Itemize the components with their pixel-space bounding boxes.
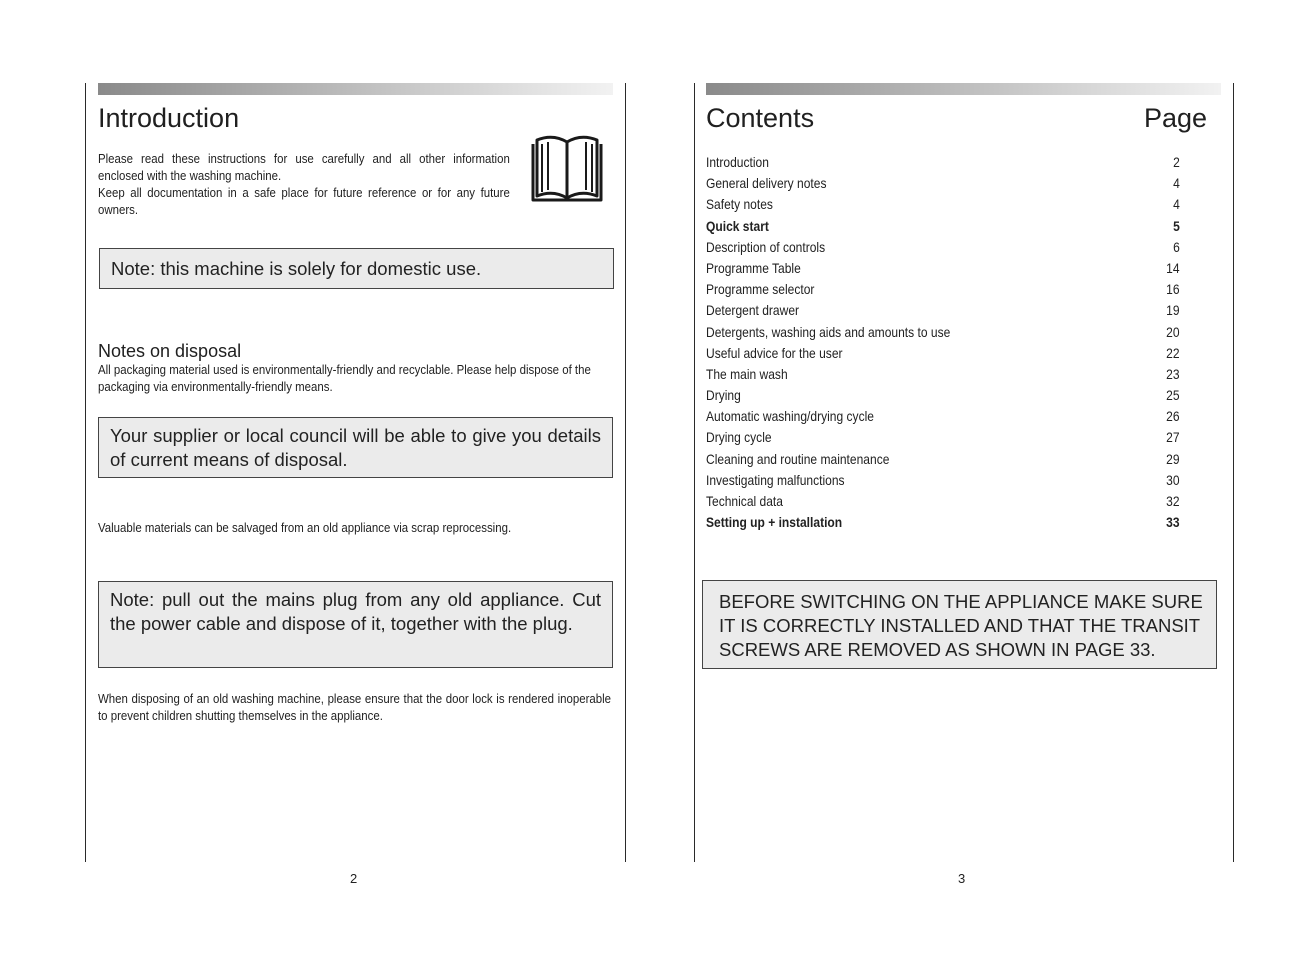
toc-entry-title: Automatic washing/drying cycle xyxy=(706,408,874,425)
installation-warning-box xyxy=(702,580,1217,669)
left-page-left-border xyxy=(85,83,86,862)
right-header-gradient-bar xyxy=(706,83,1221,95)
toc-entry-page: 16 xyxy=(1166,281,1180,298)
toc-entry-title: Investigating malfunctions xyxy=(706,471,845,488)
valuable-materials-text: Valuable materials can be salvaged from an old appliance via scrap reprocessing. xyxy=(98,520,512,535)
right-page-left-border xyxy=(694,83,695,862)
page-number-left: 2 xyxy=(350,871,358,886)
toc-row xyxy=(706,385,1186,406)
toc-entry-title: The main wash xyxy=(706,365,788,382)
note-supplier-text: Your supplier or local council will be able to give you details of current means of disposal. xyxy=(110,425,601,470)
toc-entry-title: Drying xyxy=(706,387,741,404)
toc-row xyxy=(706,449,1186,470)
toc-entry-title: Programme Table xyxy=(706,259,801,276)
toc-entry-title: Detergent drawer xyxy=(706,302,800,319)
toc-entry-page: 14 xyxy=(1166,259,1180,276)
warning-line-2: IT IS CORRECTLY INSTALLED AND THAT THE TRANSIT xyxy=(719,615,1201,636)
toc-row xyxy=(706,322,1186,343)
toc-entry-title: Useful advice for the user xyxy=(706,344,843,361)
warning-line-1: BEFORE SWITCHING ON THE APPLIANCE MAKE SURE xyxy=(719,591,1203,612)
toc-row xyxy=(706,300,1186,321)
toc-entry-title: Technical data xyxy=(706,493,783,509)
toc-entry-page: 33 xyxy=(1166,514,1180,531)
toc-entry-title: Description of controls xyxy=(706,238,826,255)
page-number-right: 3 xyxy=(958,871,966,886)
toc-row xyxy=(706,152,1186,173)
toc-entry-page: 22 xyxy=(1166,344,1180,361)
toc-row xyxy=(706,216,1186,237)
toc-entry-title: Setting up + installation xyxy=(706,514,843,531)
toc-row xyxy=(706,173,1186,194)
toc-entry-title: Introduction xyxy=(706,154,769,170)
toc-row xyxy=(706,194,1186,215)
toc-entry-title: Programme selector xyxy=(706,281,815,298)
toc-row xyxy=(706,279,1186,300)
toc-entry-page: 20 xyxy=(1166,323,1180,340)
note-mains-plug xyxy=(98,581,613,668)
toc-row xyxy=(706,343,1186,364)
page-column-heading: Page xyxy=(1143,103,1207,133)
toc-entry-page: 25 xyxy=(1166,387,1180,404)
intro-text xyxy=(98,150,510,218)
toc-entry-page: 29 xyxy=(1166,450,1180,467)
toc-row xyxy=(706,237,1186,258)
toc-entry-page: 19 xyxy=(1166,302,1180,319)
toc-entry-title: Cleaning and routine maintenance xyxy=(706,450,890,467)
toc-entry-page: 23 xyxy=(1166,365,1180,382)
toc-entry-title: Drying cycle xyxy=(706,429,772,446)
note-mains-plug-text: Note: pull out the mains plug from any old appliance. Cut the power cable and dispose of it, together with the plug. xyxy=(110,589,601,634)
toc-row xyxy=(706,491,1186,512)
toc-row xyxy=(706,512,1186,533)
page-title-contents: Contents xyxy=(706,103,815,133)
toc-row xyxy=(706,364,1186,385)
intro-paragraph-1: Please read these instructions for use carefully and all other information enclosed with the washing machine. xyxy=(98,151,510,183)
toc-entry-title: Quick start xyxy=(706,217,769,234)
toc-entry-page: 32 xyxy=(1166,493,1180,509)
intro-paragraph-2: Keep all documentation in a safe place for future reference or for any future owners. xyxy=(98,185,510,217)
toc-entry-page: 4 xyxy=(1173,196,1180,213)
disposal-heading: Notes on disposal xyxy=(98,341,242,361)
toc-entry-page: 4 xyxy=(1173,175,1180,192)
note-supplier xyxy=(98,417,613,478)
toc-row xyxy=(706,470,1186,491)
toc-entry-page: 26 xyxy=(1166,408,1180,425)
toc-entry-page: 2 xyxy=(1173,154,1180,170)
toc-entry-page: 5 xyxy=(1173,217,1180,234)
note-domestic-use xyxy=(99,248,614,289)
book-icon xyxy=(527,134,607,204)
toc-row xyxy=(706,258,1186,279)
warning-line-3: SCREWS ARE REMOVED AS SHOWN IN PAGE 33. xyxy=(719,639,1156,660)
disposal-text: All packaging material used is environmentally-friendly and recyclable. Please help dispose of the packaging via environmentally-friendly means. xyxy=(98,362,591,394)
toc-row xyxy=(706,427,1186,448)
note-domestic-text: Note: this machine is solely for domestic use. xyxy=(111,258,482,279)
toc-entry-page: 30 xyxy=(1166,471,1180,488)
door-lock-text: When disposing of an old washing machine, please ensure that the door lock is rendered inoperable to prevent children shutting themselves in the appliance. xyxy=(98,691,612,723)
toc-entry-page: 27 xyxy=(1166,429,1180,446)
toc-entry-title: Detergents, washing aids and amounts to use xyxy=(706,323,951,340)
left-header-gradient-bar xyxy=(98,83,613,95)
table-of-contents xyxy=(706,152,1186,533)
toc-entry-title: General delivery notes xyxy=(706,175,827,192)
toc-entry-title: Safety notes xyxy=(706,196,773,213)
toc-row xyxy=(706,406,1186,427)
left-page-right-border xyxy=(625,83,626,862)
toc-entry-page: 6 xyxy=(1173,238,1180,255)
right-page-right-border xyxy=(1233,83,1234,862)
page-title-introduction: Introduction xyxy=(98,103,240,133)
